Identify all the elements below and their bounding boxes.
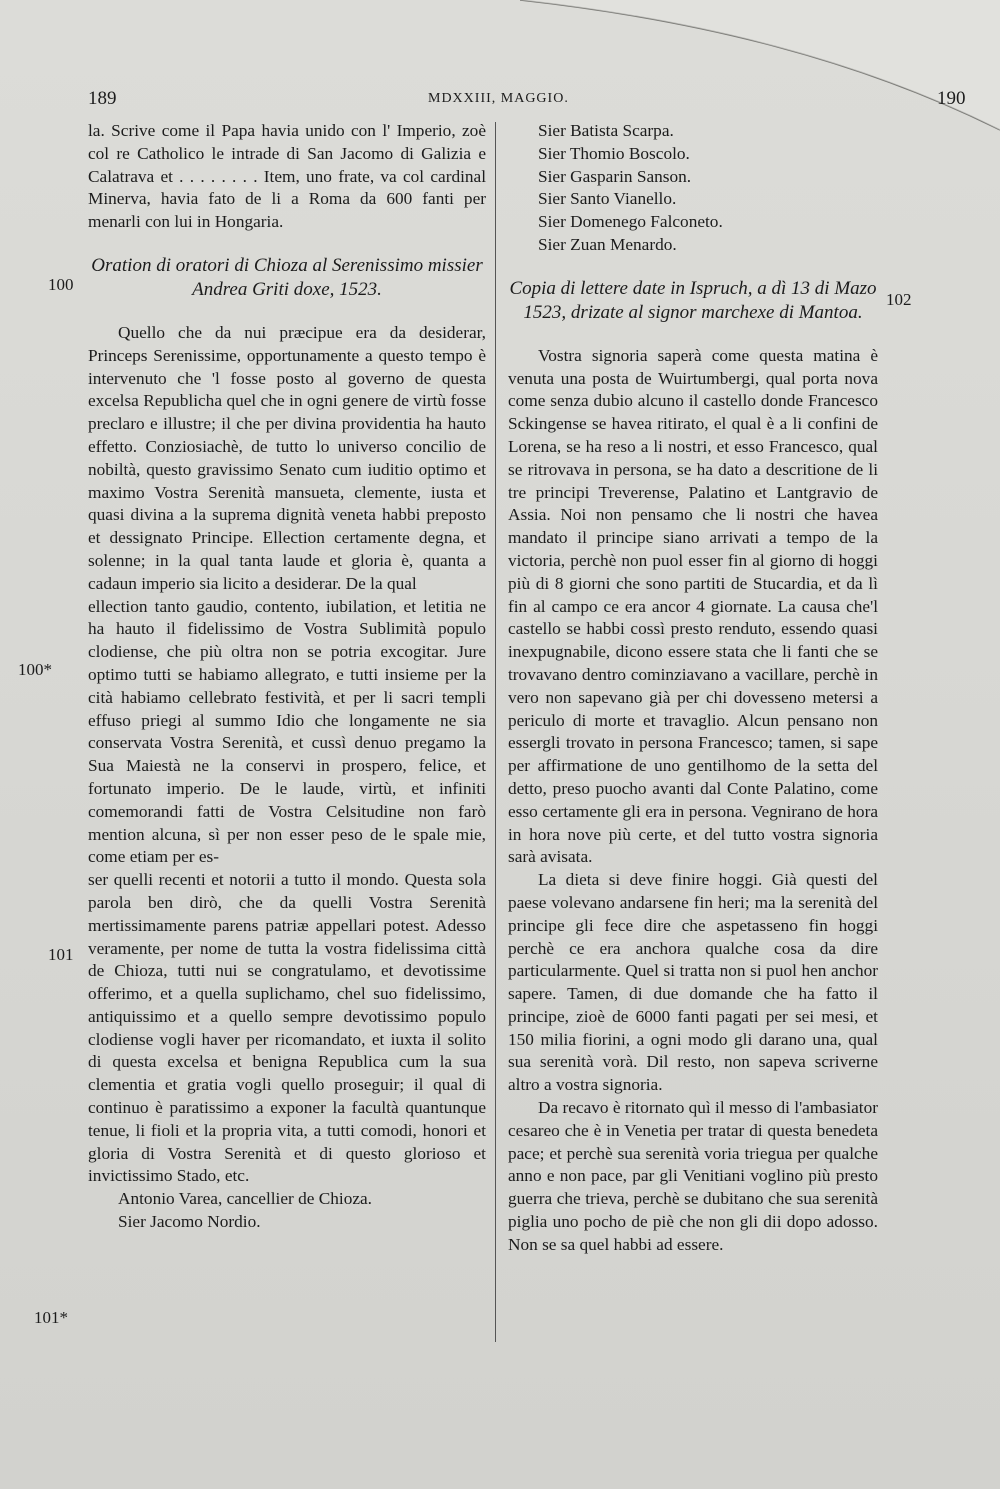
signer-item: Sier Gasparin Sanson. <box>538 166 692 186</box>
intro-paragraph: la. Scrive come il Papa havia unido con l' Imperio, zoè col re Catholico le intrade di San Jacomo di Galizia e Calatrava et . . . . . . . . Item, uno frate, va col cardinal Minerva, havia fato de li a Roma da 600 fanti per menarli con lui in Hongaria. <box>88 121 486 232</box>
margin-number-100-star: 100* <box>18 660 52 679</box>
letter-paragraph-3: Da recavo è ritornato quì il messo di l'ambasiator cesareo che è in Venetia per tratar di questa benedeta pace; et perchè sua serenità voria triegua per qualche anno e non pace, par gli Venitiani voglino più presto guerra che trieva, perchè se dubitano che sua serenità piglia uno pocho de piè che non gli dii dopo adosso. Non se sa quel habbi ad essere. <box>508 1098 878 1254</box>
margin-number-101: 101 <box>48 945 74 964</box>
running-title: MDXXIII, MAGGIO. <box>428 91 569 106</box>
left-column <box>88 120 486 1234</box>
margin-number-100: 100 <box>48 275 74 294</box>
signer-item: Sier Zuan Menardo. <box>538 234 677 254</box>
signer-item: Sier Thomio Boscolo. <box>538 143 690 163</box>
margin-number-102: 102 <box>886 290 912 309</box>
column-divider <box>495 122 496 1342</box>
page-number-left: 189 <box>88 88 117 109</box>
signer-item: Sier Domenego Falconeto. <box>538 212 723 232</box>
letter-paragraph-2: La dieta si deve finire hoggi. Già questi del paese volevano andarsene fin heri; ma la serenità del principe gli fece dire che aspetasseno fin hoggi perchè ce era anchora qualche cosa da dire particularmente. Quel si tratta non si puol hen anchor sapere. Tamen, di due domande che ha fatto il principe, zioè de 6000 fanti pagati per sei mesi, et 150 milia fiorini, a ogni modo gli darano una, qual sua serenità vorà. Dil resto, non sapeva scriverne altro a vostra signoria. <box>508 870 878 1095</box>
page-header <box>0 88 1000 112</box>
signer-item: Sier Batista Scarpa. <box>538 121 674 140</box>
oration-body-2: ellection tanto gaudio, contento, iubilation, et letitia ne ha hauto il fidelissimo de Vostra Sublimità populo clodiense, che più oltra non se potria excogitar. Jure optimo tutti se habiamo allegrato, e tutti insieme per la cità habiamo cellebrato festività, et per li sacri templi effuso priegi al summo Idio che longamente ne sia conservata Vostra Serenità, et cussì denuo pregamo la Sua Maiestà ne la conservi in prospero, felice, et fortunato imperio. De le laude, virtù, et infiniti comemorandi fatti de Vostra Celsitudine non farò mention alcuna, sì per non esser peso de le spale mie, come etiam per es- <box>88 596 486 867</box>
signer-nordio: Sier Jacomo Nordio. <box>118 1212 261 1232</box>
page-number-right: 190 <box>937 88 966 109</box>
signer-item: Sier Santo Vianello. <box>538 189 677 209</box>
page-fold-shadow <box>520 0 1000 140</box>
oration-body-1: Quello che da nui præcipue era da desiderar, Princeps Serenissime, opportunamente a questo tempo è intervenuto che 'l fosse posto al governo de questa excelsa Republicha quel che in ogni genere de virtù fosse preclaro e illustre; il che per divina providentia ha hauto effetto. Conziosiachè, de tutto lo universo concilio de nobiltà, questo gravissimo Senato cum iuditio optimo et maximo Vostra Serenità mansueta, clemente, iusta et quasi divina a la suprema dignità veneta habbi preposto et dessignato Principe. Ellection certamente degna, et solenne; in la qual tanta laude et gloria è, quanta a cadaun imperio sia licito a desiderar. De la qual <box>88 322 486 593</box>
margin-number-101-star: 101* <box>34 1308 68 1327</box>
signer-list <box>508 120 878 257</box>
oration-body-3: ser quelli recenti et notorii a tutto il mondo. Questa sola parola ben dirò, che da quelli Vostra Serenità mertissimamente parens patriæ appellari potest. Adesso veramente, per nome de tutta la vostra fidelissima città de Chioza, tutti nui se congratulamo, et devotissime offerimo, et a quella suplichamo, chel suo fidelissimo, antiquissimo et a quello sempre devotissimo populo clodiense vogli haver per ricomandato, et iuxta il solito di questa excelsa et benigna Republica cum la sua clementia et gratia vogli quello proseguir; il qual di continuo è paratissimo a exponer la facultà quantunque tenue, li fioli et la propria vita, a tutti comodi, honori et gloria di Vostra Serenità et di questo glorioso et invictissimo Stado, etc. <box>88 870 486 1186</box>
letter-heading: Copia di lettere date in Ispruch, a dì 13 di Mazo 1523, drizate al signor marchexe di Mantoa. <box>509 277 877 323</box>
right-column <box>508 120 878 1257</box>
letter-paragraph-1: Vostra signoria saperà come questa matina è venuta una posta de Wuirtumbergi, qual porta nova come senza dubio alcuno il castello donde Francesco Sckingense se havea ritirato, el qual è a li confini de Lorena, se ha reso a li nostri, et esso Francesco, qual se ritrovava in persona, se ha dato a descritione de li tre principi Treverense, Palatino et Lantgravio de Assia. Noi non pensamo che li nostri che havea mandato il principe siano arrivati a tempo de la victoria, perchè non puol esser fin al giorno di hoggi più di 8 giorni che sono partiti de Stucardia, et da lì fin al campo ce era ancor 4 giornate. La causa che'l castello se habbi cossì presto renduto, essendo quasi inexpugnabile, dicono essere stata che li fanti che se trovavano dentro cominziavano a vacillare, perchè in vero non sapevano già per chi dovesseno metersi a periculo di morte et travaglio. Alcun pensano non essergli trovato in persona Francesco; tamen, si sape per affirmatione de uno gentilhomo de la setta del detto, preso puocho avanti dal Conte Palatino, come esso certamente gli era in persona. Vegnirano de hora in hora nove più certe, et del tutto vostra signoria sarà avisata. <box>508 345 878 867</box>
signer-varea: Antonio Varea, cancellier de Chioza. <box>118 1189 372 1209</box>
oration-heading: Oration di oratori di Chioza al Serenissimo missier Andrea Griti doxe, 1523. <box>91 254 483 300</box>
